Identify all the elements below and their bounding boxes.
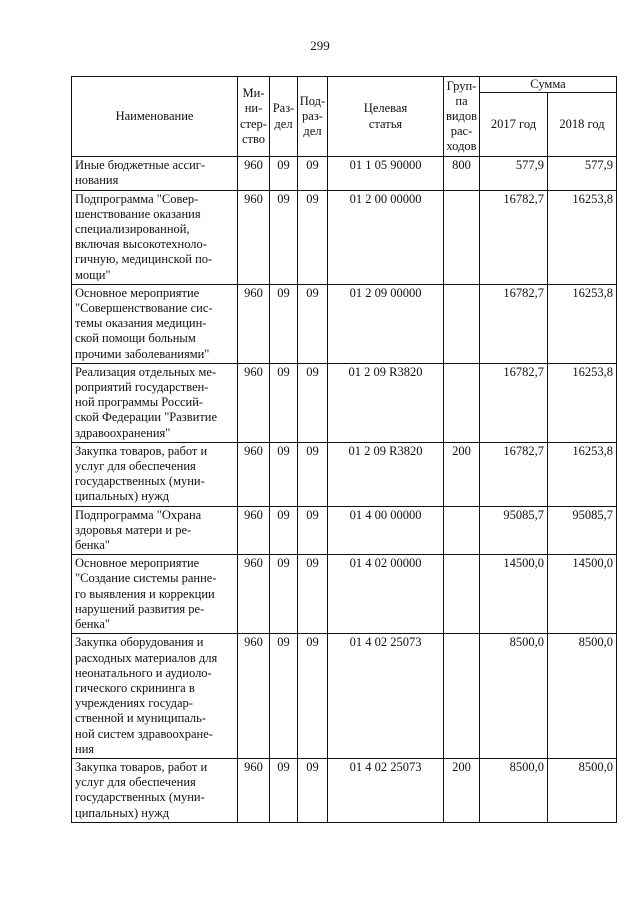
header-group-line: ходов (446, 139, 477, 154)
cell-ministry: 960 (238, 506, 270, 555)
header-target (328, 77, 444, 157)
cell-name-line: здравоохранения" (75, 425, 171, 440)
cell-subsection: 09 (298, 363, 328, 442)
cell-name-line: расходных материалов для (75, 650, 218, 665)
cell-group: 200 (444, 758, 480, 822)
table-body (72, 157, 617, 823)
header-section-line: Раз- (272, 101, 295, 116)
cell-name-line: Закупка оборудования и (75, 635, 204, 650)
cell-name-line: ципальных) нужд (75, 489, 170, 504)
cell-group (444, 506, 480, 555)
header-ministry-line: ни- (244, 101, 263, 116)
cell-section: 09 (270, 363, 298, 442)
table-row (72, 190, 617, 284)
cell-amount-2018: 14500,0 (548, 555, 617, 634)
cell-amount-2017: 16782,7 (480, 363, 548, 442)
header-year-2018: 2018 год (548, 93, 617, 157)
cell-subsection: 09 (298, 758, 328, 822)
cell-group (444, 634, 480, 759)
cell-amount-2017: 8500,0 (480, 634, 548, 759)
cell-name-line: ния (75, 741, 95, 756)
header-group-line: видов (445, 109, 478, 123)
cell-amount-2017: 16782,7 (480, 190, 548, 284)
cell-target: 01 2 00 00000 (328, 190, 444, 284)
cell-amount-2017: 16782,7 (480, 284, 548, 363)
cell-amount-2017: 8500,0 (480, 758, 548, 822)
cell-name-line: государственных (муни- (75, 790, 205, 805)
cell-amount-2018: 95085,7 (548, 506, 617, 555)
cell-name-line: бенка" (75, 617, 110, 632)
cell-ministry: 960 (238, 363, 270, 442)
cell-name-line: неонатального и аудиоло- (75, 665, 212, 680)
cell-amount-2018: 16253,8 (548, 190, 617, 284)
cell-name-line: государственных (муни- (75, 474, 205, 489)
cell-name (72, 363, 238, 442)
cell-name-line: "Создание системы ранне- (75, 571, 217, 586)
table-row (72, 442, 617, 506)
cell-amount-2018: 8500,0 (548, 634, 617, 759)
cell-ministry: 960 (238, 758, 270, 822)
cell-subsection: 09 (298, 555, 328, 634)
header-subsection-line: Под- (299, 93, 326, 108)
cell-subsection: 09 (298, 284, 328, 363)
cell-name-line: Подпрограмма "Охрана (75, 507, 202, 522)
cell-target: 01 4 02 25073 (328, 634, 444, 759)
cell-name-line: ской Федерации "Развитие (75, 410, 218, 425)
budget-table (71, 76, 617, 823)
cell-name-line: учреждениях государ- (75, 696, 193, 711)
header-section-line: дел (274, 116, 293, 131)
header-group (444, 77, 480, 157)
table-row (72, 284, 617, 363)
cell-name-line: темы оказания медицин- (75, 316, 207, 331)
cell-subsection: 09 (298, 442, 328, 506)
cell-ministry: 960 (238, 190, 270, 284)
cell-section: 09 (270, 190, 298, 284)
cell-name-line: услуг для обеспечения (75, 775, 196, 790)
cell-section: 09 (270, 634, 298, 759)
header-year-2017: 2017 год (480, 93, 548, 157)
cell-amount-2017: 14500,0 (480, 555, 548, 634)
cell-section: 09 (270, 555, 298, 634)
header-group-line: рас- (450, 124, 473, 139)
cell-name-line: роприятий государствен- (75, 380, 209, 395)
cell-amount-2018: 16253,8 (548, 442, 617, 506)
cell-target: 01 4 02 00000 (328, 555, 444, 634)
header-target-line: Целевая (363, 101, 408, 116)
cell-name-line: Закупка товаров, работ и (75, 443, 208, 458)
cell-amount-2018: 577,9 (548, 157, 617, 190)
table-row (72, 634, 617, 759)
cell-name-line: шенствование оказания (75, 206, 201, 221)
cell-name-line: включая высокотехноло- (75, 237, 207, 252)
cell-target: 01 4 00 00000 (328, 506, 444, 555)
header-subsection (298, 77, 328, 157)
cell-name-line: гичную, медицинской по- (75, 252, 213, 267)
cell-name-line: Основное мероприятие (75, 285, 200, 300)
cell-name-line: здоровья матери и ре- (75, 522, 192, 537)
cell-ministry: 960 (238, 442, 270, 506)
cell-group: 800 (444, 157, 480, 190)
header-ministry-line: стер- (240, 116, 267, 131)
cell-name-line: Иные бюджетные ассиг- (75, 158, 206, 173)
cell-name-line: нования (75, 173, 119, 188)
cell-name-line: гического скрининга в (75, 680, 195, 695)
cell-name-line: прочими заболеваниями" (75, 346, 210, 361)
cell-name-line: Основное мероприятие (75, 556, 200, 571)
cell-name-line: ципальных) нужд (75, 805, 170, 820)
header-name: Наименование (72, 77, 238, 157)
cell-name-line: "Совершенствование сис- (75, 301, 213, 316)
table-header (72, 77, 617, 157)
cell-subsection: 09 (298, 506, 328, 555)
table-row (72, 758, 617, 822)
cell-name-line: ной программы Россий- (75, 395, 204, 410)
cell-target: 01 2 09 00000 (328, 284, 444, 363)
header-target-line: статья (368, 116, 403, 131)
cell-group: 200 (444, 442, 480, 506)
header-ministry (238, 77, 270, 157)
cell-target: 01 2 09 R3820 (328, 442, 444, 506)
table-row (72, 157, 617, 190)
cell-name (72, 758, 238, 822)
header-ministry-line: Ми- (242, 86, 265, 101)
cell-amount-2017: 16782,7 (480, 442, 548, 506)
cell-ministry: 960 (238, 284, 270, 363)
header-ministry-line: ство (241, 131, 266, 146)
table-row (72, 506, 617, 555)
cell-subsection: 09 (298, 634, 328, 759)
table-row (72, 555, 617, 634)
header-sum: Сумма (480, 77, 617, 93)
cell-name (72, 634, 238, 759)
cell-amount-2018: 16253,8 (548, 363, 617, 442)
cell-name-line: Закупка товаров, работ и (75, 759, 208, 774)
cell-group (444, 190, 480, 284)
cell-amount-2018: 8500,0 (548, 758, 617, 822)
cell-section: 09 (270, 506, 298, 555)
cell-name-line: мощи" (75, 267, 111, 282)
cell-name-line: ской помощи больным (75, 331, 196, 346)
cell-name-line: нарушений развития ре- (75, 601, 205, 616)
cell-name (72, 555, 238, 634)
cell-group (444, 284, 480, 363)
cell-subsection: 09 (298, 157, 328, 190)
cell-name (72, 506, 238, 555)
cell-subsection: 09 (298, 190, 328, 284)
cell-group (444, 555, 480, 634)
cell-name-line: го выявления и коррекции (75, 586, 215, 601)
cell-section: 09 (270, 157, 298, 190)
header-group-line: Груп- (446, 78, 477, 93)
header-section (270, 77, 298, 157)
cell-name (72, 442, 238, 506)
cell-name-line: бенка" (75, 538, 110, 553)
cell-ministry: 960 (238, 634, 270, 759)
cell-amount-2018: 16253,8 (548, 284, 617, 363)
cell-name-line: Подпрограмма "Совер- (75, 191, 199, 206)
cell-name (72, 190, 238, 284)
header-subsection-line: раз- (302, 109, 323, 123)
cell-amount-2017: 577,9 (480, 157, 548, 190)
cell-target: 01 2 09 R3820 (328, 363, 444, 442)
cell-section: 09 (270, 442, 298, 506)
cell-group (444, 363, 480, 442)
cell-target: 01 4 02 25073 (328, 758, 444, 822)
header-subsection-line: дел (303, 124, 322, 139)
cell-target: 01 1 05 90000 (328, 157, 444, 190)
cell-ministry: 960 (238, 555, 270, 634)
cell-ministry: 960 (238, 157, 270, 190)
header-group-line: па (455, 93, 468, 108)
cell-name-line: ной систем здравоохране- (75, 726, 213, 741)
cell-name-line: специализированной, (75, 222, 190, 237)
cell-name-line: Реализация отдельных ме- (75, 364, 217, 379)
table-row (72, 363, 617, 442)
cell-amount-2017: 95085,7 (480, 506, 548, 555)
cell-name-line: услуг для обеспечения (75, 459, 196, 474)
cell-name (72, 284, 238, 363)
cell-name (72, 157, 238, 190)
page-number: 299 (310, 38, 330, 53)
cell-section: 09 (270, 284, 298, 363)
cell-name-line: ственной и муниципаль- (75, 711, 207, 726)
cell-section: 09 (270, 758, 298, 822)
